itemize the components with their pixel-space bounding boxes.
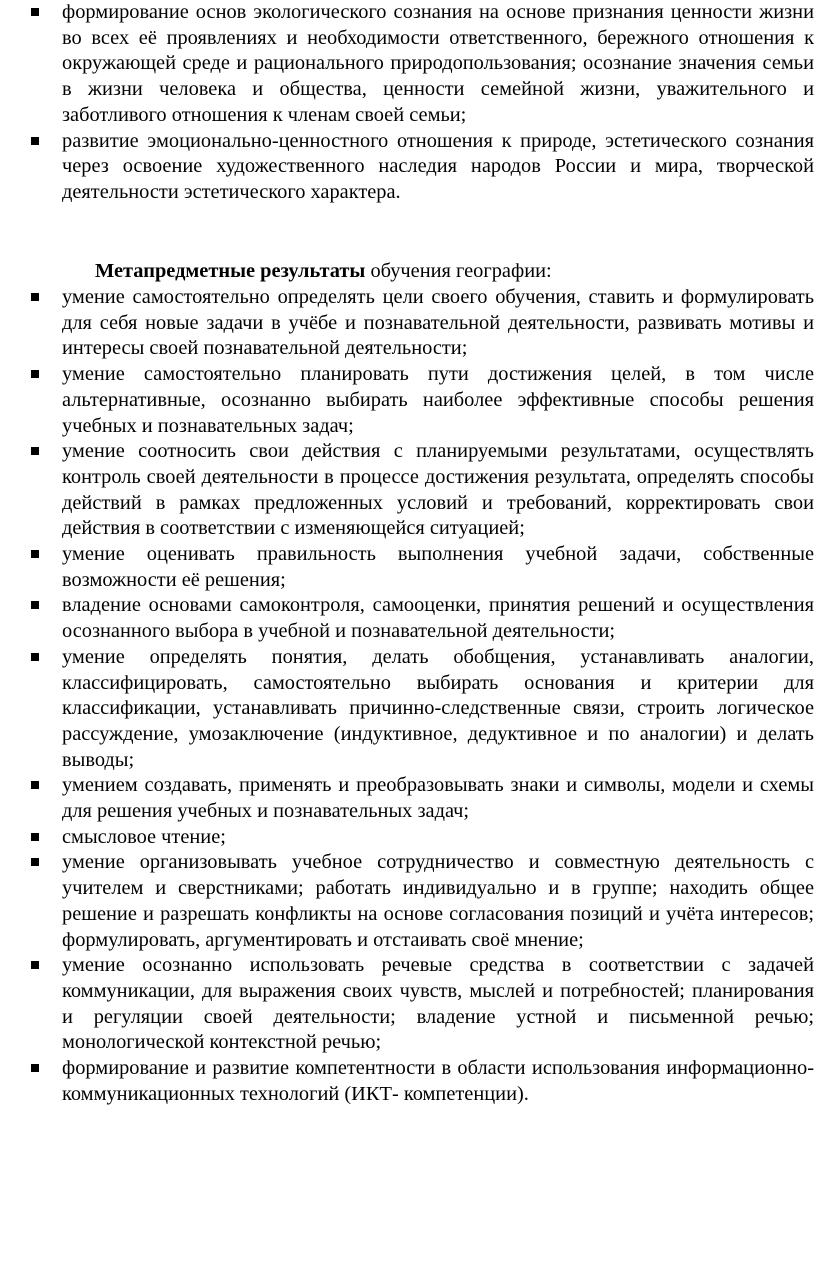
list-item-text: умение организовывать учебное сотрудничество и совместную деятельность с учителем и сверстниками; работать индивидуально и в группе; находить общее решение и разрешать конфликты на основе согласования позиций и учёта интересов; формулировать, аргументировать и отстаивать своё мнение; [62,851,814,951]
list-item [0,285,816,362]
square-bullet-icon [31,8,39,16]
list-item-text: умение оценивать правильность выполнения учебной задачи, собственные возможности её решения; [62,543,814,591]
list-item [0,1056,816,1107]
list-item [0,825,816,851]
square-bullet-icon [31,293,39,301]
section-heading-rest: обучения географии: [365,260,552,282]
list-item [0,542,816,593]
list-item [0,439,816,542]
metasubject-results-list [0,285,816,1108]
list-item [0,593,816,644]
list-item [0,645,816,774]
list-item-text: умением создавать, применять и преобразовывать знаки и символы, модели и схемы для решения учебных и познавательных задач; [62,774,814,823]
list-item [0,850,816,953]
square-bullet-icon [31,961,39,969]
list-item [0,773,816,824]
square-bullet-icon [31,550,39,558]
list-item-text: смысловое чтение; [62,825,226,848]
square-bullet-icon [31,653,39,661]
square-bullet-icon [31,137,39,145]
section-heading [0,259,816,285]
section-heading-bold: Метапредметные результаты [95,260,366,282]
square-bullet-icon [31,858,39,866]
square-bullet-icon [31,1064,39,1072]
square-bullet-icon [31,833,39,841]
list-item-text: умение определять понятия, делать обобщения, устанавливать аналогии, классифицировать, самостоятельно выбирать основания и критерии для классификации, устанавливать причинно-следственные связи, строить логическое рассуждение, умозаключение (индуктивное, дедуктивное и по аналогии) и делать выводы; [62,645,814,771]
personal-results-list [0,0,816,206]
list-item-text: умение соотносить свои действия с планируемыми результатами, осуществлять контроль своей деятельности в процессе достижения результата, определять способы действий в рамках предложенных условий и требований, корректировать свои действия в соответствии с изменяющейся ситуацией; [62,440,814,540]
list-item-text: умение самостоятельно планировать пути достижения целей, в том числе альтернативные, осознанно выбирать наиболее эффективные способы решения учебных и познавательных задач; [62,363,814,437]
list-item-text: владение основами самоконтроля, самооценки, принятия решений и осуществления осознанного выбора в учебной и познавательной деятельности; [62,594,814,643]
list-item-text: развитие эмоционально-ценностного отношения к природе, эстетического сознания через освоение художественного наследия народов России и мира, творческой деятельности эстетического характера. [62,129,814,203]
list-item-text: умение самостоятельно определять цели своего обучения, ставить и формулировать для себя новые задачи в учёбе и познавательной деятельности, развивать мотивы и интересы своей познавательной деятельности; [62,286,814,360]
list-item [0,129,816,206]
list-item [0,953,816,1056]
square-bullet-icon [31,370,39,378]
list-item [0,0,816,129]
list-item-text: умение осознанно использовать речевые средства в соответствии с задачей коммуникации, для выражения своих чувств, мыслей и потребностей; планирования и регуляции своей деятельности; владение устной и письменной речью; монологической контекстной речью; [62,954,814,1054]
square-bullet-icon [31,601,39,609]
square-bullet-icon [31,447,39,455]
list-item-text: формирование и развитие компетентности в области использования информационно-коммуникационных технологий (ИКТ- компетенции). [62,1057,814,1105]
list-item-text: формирование основ экологического сознания на основе признания ценности жизни во всех её проявлениях и необходимости ответственного, бережного отношения к окружающей среде и рационального природопользования; осознание значения семьи в жизни человека и общества, ценности семейной жизни, уважительного и заботливого отношения к членам своей семьи; [62,1,814,126]
square-bullet-icon [31,781,39,789]
list-item [0,362,816,439]
